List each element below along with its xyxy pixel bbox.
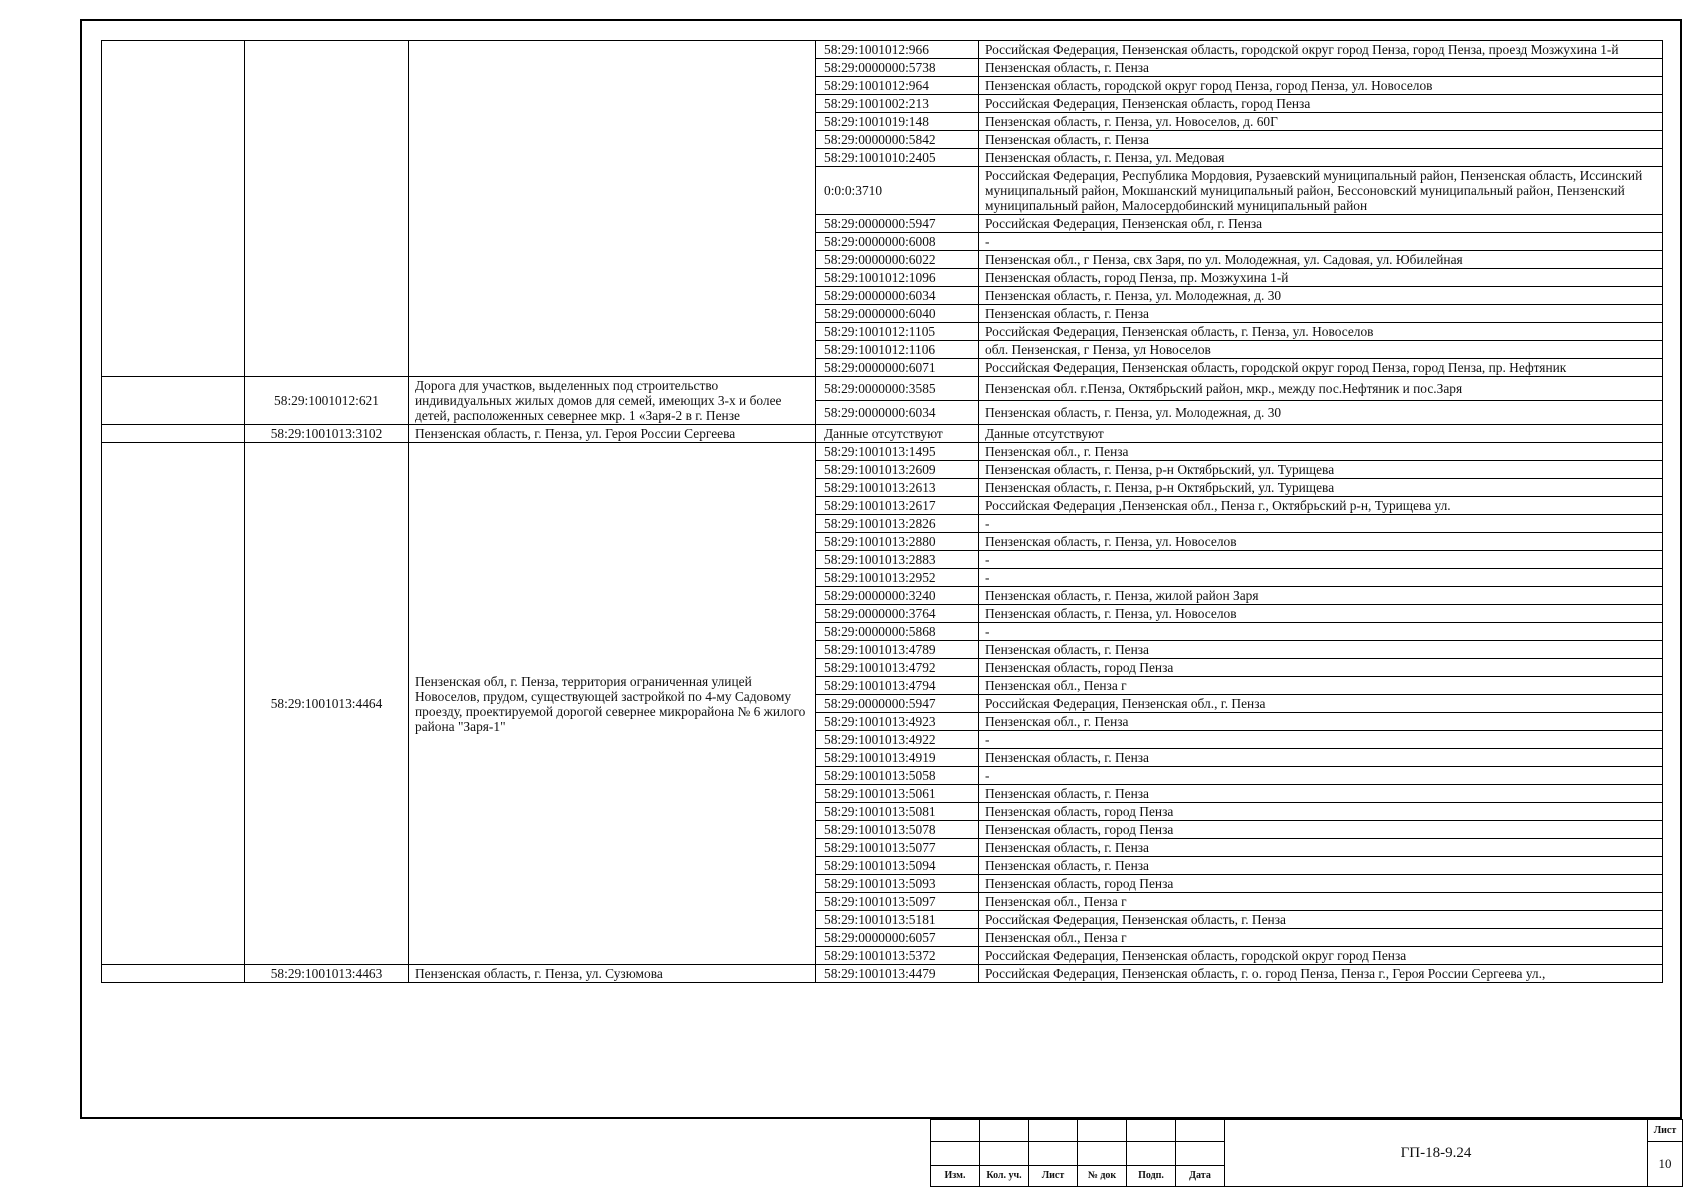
adjacent-address: Российская Федерация, Пензенская область, городской округ город Пенза, город Пенза, пр. Нефтяник — [979, 359, 1663, 377]
adjacent-address: Пензенская обл. г.Пенза, Октябрьский район, мкр., между пос.Нефтяник и пос.Заря — [979, 377, 1663, 401]
parcel-cadastral-number: 58:29:1001013:3102 — [245, 425, 409, 443]
adjacent-cadastral-number: 58:29:1001013:2609 — [816, 461, 979, 479]
adjacent-cadastral-number: 58:29:1001013:5093 — [816, 875, 979, 893]
adjacent-cadastral-number: 58:29:0000000:6057 — [816, 929, 979, 947]
parcel-description: Дорога для участков, выделенных под строительство индивидуальных жилых домов для семей, имеющих 3-х и более детей, расположенных севернее мкр. 1 «Заря-2 в г. Пензе — [409, 377, 816, 425]
adjacent-cadastral-number: 58:29:0000000:3764 — [816, 605, 979, 623]
title-cell — [980, 1142, 1029, 1165]
adjacent-address: Пензенская область, городской округ город Пенза, город Пенза, ул. Новоселов — [979, 77, 1663, 95]
register-table — [101, 40, 1663, 983]
parcel-description: Пензенская обл, г. Пенза, территория ограниченная улицей Новоселов, прудом, существующей застройкой по 4-му Садовому проезду, проектируемой дорогой севернее микрорайона № 6 жилого района "Заря-1" — [409, 443, 816, 965]
adjacent-cadastral-number: 58:29:0000000:3585 — [816, 377, 979, 401]
adjacent-address: - — [979, 515, 1663, 533]
adjacent-address: Пензенская область, город Пенза — [979, 821, 1663, 839]
adjacent-cadastral-number: 58:29:1001002:213 — [816, 95, 979, 113]
adjacent-address: Пензенская область, г. Пенза, ул. Медовая — [979, 149, 1663, 167]
adjacent-cadastral-number: 58:29:0000000:5947 — [816, 215, 979, 233]
adjacent-address: Пензенская область, г. Пенза, ул. Новоселов — [979, 533, 1663, 551]
title-block — [930, 1119, 1683, 1187]
col-header-kol-uch: Кол. уч. — [980, 1165, 1029, 1186]
parcel-cadastral-number: 58:29:1001013:4464 — [245, 443, 409, 965]
register-table-body — [102, 41, 1663, 983]
adjacent-cadastral-number: 58:29:0000000:6034 — [816, 287, 979, 305]
adjacent-cadastral-number: 58:29:1001013:4479 — [816, 965, 979, 983]
adjacent-address: Российская Федерация, Пензенская область, городской округ город Пенза, город Пенза, проезд Мозжухина 1-й — [979, 41, 1663, 59]
adjacent-cadastral-number: 58:29:1001013:4794 — [816, 677, 979, 695]
title-cell — [1029, 1120, 1078, 1142]
adjacent-address: Пензенская область, г. Пенза — [979, 305, 1663, 323]
adjacent-address: Пензенская область, г. Пенза, р-н Октябрьский, ул. Турищева — [979, 461, 1663, 479]
adjacent-address: Пензенская область, г. Пенза, ул. Новоселов — [979, 605, 1663, 623]
table-row — [102, 425, 1663, 443]
title-cell — [1029, 1142, 1078, 1165]
adjacent-address: Российская Федерация, Пензенская область, г. Пенза, ул. Новоселов — [979, 323, 1663, 341]
adjacent-cadastral-number: 58:29:0000000:5868 — [816, 623, 979, 641]
adjacent-address: Пензенская область, город Пенза — [979, 875, 1663, 893]
adjacent-address: Российская Федерация, Пензенская область, г. о. город Пенза, Пенза г., Героя России Сергеева ул., — [979, 965, 1663, 983]
adjacent-cadastral-number: 58:29:0000000:5842 — [816, 131, 979, 149]
title-cell — [1078, 1120, 1127, 1142]
title-cell — [980, 1120, 1029, 1142]
adjacent-address: Пензенская обл., г. Пенза — [979, 713, 1663, 731]
adjacent-cadastral-number: 58:29:1001013:2613 — [816, 479, 979, 497]
title-cell — [931, 1142, 980, 1165]
title-cell — [1127, 1120, 1176, 1142]
adjacent-address: Пензенская область, г. Пенза — [979, 857, 1663, 875]
adjacent-cadastral-number: 58:29:1001013:4922 — [816, 731, 979, 749]
adjacent-address: Российская Федерация, Пензенская обл., г. Пенза — [979, 695, 1663, 713]
adjacent-cadastral-number: 58:29:1001013:2826 — [816, 515, 979, 533]
adjacent-address: Пензенская область, город Пенза, пр. Мозжухина 1-й — [979, 269, 1663, 287]
adjacent-address: Пензенская область, город Пенза — [979, 659, 1663, 677]
empty-cell — [102, 965, 245, 983]
adjacent-cadastral-number: 58:29:1001013:2883 — [816, 551, 979, 569]
title-cell — [1176, 1120, 1225, 1142]
adjacent-address: Пензенская область, г. Пенза — [979, 641, 1663, 659]
adjacent-cadastral-number: 58:29:1001013:4923 — [816, 713, 979, 731]
adjacent-address: - — [979, 569, 1663, 587]
sheet-number: 10 — [1648, 1142, 1683, 1187]
col-header-list: Лист — [1029, 1165, 1078, 1186]
adjacent-cadastral-number: 58:29:1001013:2880 — [816, 533, 979, 551]
adjacent-cadastral-number: 58:29:1001013:4789 — [816, 641, 979, 659]
adjacent-address: Пензенская область, г. Пенза — [979, 839, 1663, 857]
adjacent-cadastral-number: 58:29:1001012:1105 — [816, 323, 979, 341]
adjacent-cadastral-number: 58:29:1001013:5372 — [816, 947, 979, 965]
adjacent-cadastral-number: 58:29:1001010:2405 — [816, 149, 979, 167]
adjacent-address: Пензенская область, г. Пенза — [979, 59, 1663, 77]
col-header-podp: Подп. — [1127, 1165, 1176, 1186]
adjacent-cadastral-number: 58:29:0000000:6040 — [816, 305, 979, 323]
adjacent-cadastral-number: 58:29:1001013:5058 — [816, 767, 979, 785]
adjacent-cadastral-number: 58:29:0000000:6022 — [816, 251, 979, 269]
table-row — [102, 377, 1663, 401]
adjacent-cadastral-number: Данные отсутствуют — [816, 425, 979, 443]
adjacent-address: - — [979, 551, 1663, 569]
adjacent-cadastral-number: 58:29:1001013:5078 — [816, 821, 979, 839]
sheet-label: Лист — [1648, 1120, 1683, 1142]
parcel-cadastral-number: 58:29:1001013:4463 — [245, 965, 409, 983]
adjacent-address: Пензенская обл., Пенза г — [979, 677, 1663, 695]
col-header-data: Дата — [1176, 1165, 1225, 1186]
adjacent-address: Пензенская обл., Пенза г — [979, 929, 1663, 947]
adjacent-cadastral-number: 58:29:1001013:2952 — [816, 569, 979, 587]
empty-cell — [102, 377, 245, 425]
adjacent-cadastral-number: 0:0:0:3710 — [816, 167, 979, 215]
adjacent-address: Пензенская обл., Пенза г — [979, 893, 1663, 911]
adjacent-address: Пензенская область, г. Пенза, р-н Октябрьский, ул. Турищева — [979, 479, 1663, 497]
title-cell — [931, 1120, 980, 1142]
adjacent-address: Пензенская область, г. Пенза — [979, 749, 1663, 767]
adjacent-cadastral-number: 58:29:1001013:5097 — [816, 893, 979, 911]
empty-cell — [102, 443, 245, 965]
adjacent-address: Пензенская область, г. Пенза, ул. Новоселов, д. 60Г — [979, 113, 1663, 131]
adjacent-address: Пензенская область, г. Пенза — [979, 785, 1663, 803]
adjacent-address: Пензенская обл., г. Пенза — [979, 443, 1663, 461]
parcel-cadastral-number: 58:29:1001012:621 — [245, 377, 409, 425]
adjacent-cadastral-number: 58:29:1001012:1106 — [816, 341, 979, 359]
adjacent-address: Российская Федерация ,Пензенская обл., Пенза г., Октябрьский р-н, Турищева ул. — [979, 497, 1663, 515]
adjacent-address: Российская Федерация, Республика Мордовия, Рузаевский муниципальный район, Пензенская область, Иссинский муниципальный район, Мокшанский муниципальный район, Бессоновский муниципальный район, Пензенский муниципальный район, Малосердобинский муниципальный район — [979, 167, 1663, 215]
adjacent-address: - — [979, 233, 1663, 251]
table-row — [102, 443, 1663, 461]
table-row — [102, 965, 1663, 983]
adjacent-cadastral-number: 58:29:0000000:3240 — [816, 587, 979, 605]
adjacent-address: - — [979, 731, 1663, 749]
adjacent-address: - — [979, 767, 1663, 785]
adjacent-address: Пензенская область, г. Пенза, ул. Молодежная, д. 30 — [979, 401, 1663, 425]
adjacent-cadastral-number: 58:29:1001012:1096 — [816, 269, 979, 287]
adjacent-address: Пензенская область, г. Пенза, жилой район Заря — [979, 587, 1663, 605]
adjacent-address: обл. Пензенская, г Пенза, ул Новоселов — [979, 341, 1663, 359]
adjacent-address: Пензенская область, город Пенза — [979, 803, 1663, 821]
adjacent-cadastral-number: 58:29:0000000:6034 — [816, 401, 979, 425]
adjacent-cadastral-number: 58:29:0000000:5738 — [816, 59, 979, 77]
adjacent-address: Пензенская область, г. Пенза, ул. Молодежная, д. 30 — [979, 287, 1663, 305]
adjacent-cadastral-number: 58:29:1001013:1495 — [816, 443, 979, 461]
adjacent-cadastral-number: 58:29:1001013:4919 — [816, 749, 979, 767]
table-row — [102, 41, 1663, 59]
parcel-cadastral-number — [245, 41, 409, 377]
parcel-description: Пензенская область, г. Пенза, ул. Героя России Сергеева — [409, 425, 816, 443]
adjacent-cadastral-number: 58:29:1001019:148 — [816, 113, 979, 131]
adjacent-cadastral-number: 58:29:1001013:2617 — [816, 497, 979, 515]
adjacent-cadastral-number: 58:29:1001012:966 — [816, 41, 979, 59]
col-header-izm: Изм. — [931, 1165, 980, 1186]
adjacent-cadastral-number: 58:29:1001013:5077 — [816, 839, 979, 857]
adjacent-cadastral-number: 58:29:1001013:4792 — [816, 659, 979, 677]
adjacent-address: Российская Федерация, Пензенская область, г. Пенза — [979, 911, 1663, 929]
parcel-description — [409, 41, 816, 377]
adjacent-address: - — [979, 623, 1663, 641]
adjacent-address: Пензенская область, г. Пенза — [979, 131, 1663, 149]
title-cell — [1078, 1142, 1127, 1165]
empty-cell — [102, 425, 245, 443]
adjacent-address: Пензенская обл., г Пенза, свх Заря, по ул. Молодежная, ул. Садовая, ул. Юбилейная — [979, 251, 1663, 269]
empty-cell — [102, 41, 245, 377]
title-cell — [1127, 1142, 1176, 1165]
document-code: ГП-18-9.24 — [1225, 1120, 1648, 1187]
adjacent-cadastral-number: 58:29:1001012:964 — [816, 77, 979, 95]
adjacent-address: Данные отсутствуют — [979, 425, 1663, 443]
adjacent-address: Российская Федерация, Пензенская область, город Пенза — [979, 95, 1663, 113]
adjacent-address: Российская Федерация, Пензенская область, городской округ город Пенза — [979, 947, 1663, 965]
parcel-description: Пензенская область, г. Пенза, ул. Сузюмова — [409, 965, 816, 983]
adjacent-cadastral-number: 58:29:0000000:6008 — [816, 233, 979, 251]
adjacent-address: Российская Федерация, Пензенская обл, г. Пенза — [979, 215, 1663, 233]
adjacent-cadastral-number: 58:29:0000000:5947 — [816, 695, 979, 713]
adjacent-cadastral-number: 58:29:1001013:5081 — [816, 803, 979, 821]
adjacent-cadastral-number: 58:29:1001013:5181 — [816, 911, 979, 929]
adjacent-cadastral-number: 58:29:1001013:5094 — [816, 857, 979, 875]
adjacent-cadastral-number: 58:29:1001013:5061 — [816, 785, 979, 803]
col-header-n-dok: № док — [1078, 1165, 1127, 1186]
title-cell — [1176, 1142, 1225, 1165]
adjacent-cadastral-number: 58:29:0000000:6071 — [816, 359, 979, 377]
